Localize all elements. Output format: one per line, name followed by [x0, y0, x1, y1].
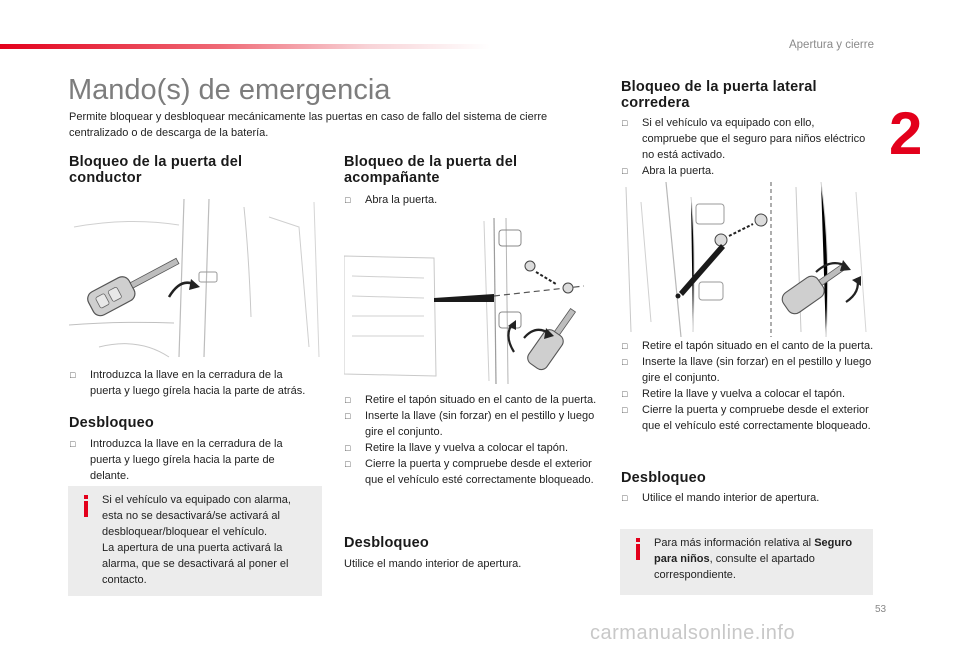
list-item: □ Introduzca la llave en la cerradura de la puerta y luego gírela hacia la parte de atrás.	[70, 369, 306, 397]
passenger-steps	[344, 392, 598, 488]
passenger-unlock-heading: Desbloqueo	[344, 535, 429, 551]
alarm-info-box	[68, 486, 322, 596]
driver-heading: Bloqueo de la puerta del conductor	[69, 154, 243, 186]
checkbox-bullet-icon: □	[622, 341, 628, 351]
info-i-icon	[634, 538, 642, 560]
checkbox-bullet-icon: □	[345, 411, 351, 421]
list-item: □ Retire la llave y vuelva a colocar el tapón.	[345, 442, 568, 454]
page-number: 53	[875, 604, 887, 615]
checkbox-bullet-icon: □	[622, 389, 628, 399]
driver-unlock-heading: Desbloqueo	[69, 415, 154, 431]
passenger-steps-top	[344, 192, 594, 208]
watermark: carmanualsonline.info	[590, 622, 796, 644]
section-label: Apertura y cierre	[788, 39, 874, 51]
sliding-steps-top	[621, 115, 871, 179]
list-item: □ Inserte la llave (sin forzar) en el pestillo y luego gire el conjunto.	[345, 410, 595, 438]
sliding-steps	[621, 338, 875, 434]
sliding-unlock-steps	[621, 490, 875, 506]
checkbox-bullet-icon: □	[622, 357, 628, 367]
child-lock-info-text: Para más información relativa al Seguro para niños, consulte el apartado correspondiente.	[654, 537, 853, 581]
checkbox-bullet-icon: □	[622, 118, 628, 128]
intro-text: Permite bloquear y desbloquear mecánicamente las puertas en caso de fallo del sistema de cierre centralizado o de descarga de la batería.	[69, 111, 548, 139]
checkbox-bullet-icon: □	[345, 459, 351, 469]
passenger-heading: Bloqueo de la puerta del acompañante	[344, 154, 518, 186]
checkbox-bullet-icon: □	[622, 166, 628, 176]
list-item: □ Retire la llave y vuelva a colocar el tapón.	[622, 388, 845, 400]
checkbox-bullet-icon: □	[345, 195, 351, 205]
checkbox-bullet-icon: □	[70, 370, 76, 380]
driver-unlock-steps	[69, 436, 309, 484]
checkbox-bullet-icon: □	[70, 439, 76, 449]
header-accent-bar	[0, 44, 490, 49]
list-item: □ Utilice el mando interior de apertura.	[622, 492, 820, 504]
list-item: □ Retire el tapón situado en el canto de la puerta.	[345, 394, 597, 406]
checkbox-bullet-icon: □	[345, 443, 351, 453]
list-item: □ Abra la puerta.	[622, 165, 715, 177]
list-item: □ Retire el tapón situado en el canto de la puerta.	[622, 340, 874, 352]
checkbox-bullet-icon: □	[622, 405, 628, 415]
child-lock-info-box	[620, 529, 873, 595]
sliding-door-plug-illustration	[621, 182, 873, 337]
list-item: □ Cierre la puerta y compruebe desde el exterior que el vehículo esté correctamente bloqueado.	[345, 458, 594, 486]
page-title: Mando(s) de emergencia	[68, 74, 391, 106]
passenger-door-plug-illustration	[344, 216, 596, 386]
driver-steps	[69, 367, 309, 399]
alarm-info-text: Si el vehículo va equipado con alarma, esta no se desactivará/se activará al desbloquear/bloquear el vehículo. La apertura de una puerta activará la alarma, que se desactivará al poner el contacto.	[102, 494, 291, 586]
sliding-unlock-heading: Desbloqueo	[621, 470, 706, 486]
sliding-heading: Bloqueo de la puerta lateral corredera	[621, 79, 817, 111]
checkbox-bullet-icon: □	[622, 493, 628, 503]
list-item: □ Cierre la puerta y compruebe desde el exterior que el vehículo esté correctamente bloqueado.	[622, 404, 871, 432]
list-item: □ Inserte la llave (sin forzar) en el pestillo y luego gire el conjunto.	[622, 356, 872, 384]
info-i-icon	[82, 495, 90, 517]
list-item: □ Abra la puerta.	[345, 194, 438, 206]
passenger-unlock-text: Utilice el mando interior de apertura.	[344, 558, 522, 570]
child-lock-link-text: Seguro para niños	[654, 537, 853, 565]
list-item: □ Introduzca la llave en la cerradura de la puerta y luego gírela hacia la parte de delante.	[70, 438, 283, 482]
chapter-number: 2	[889, 100, 923, 167]
driver-door-key-illustration	[69, 197, 321, 362]
list-item: □ Si el vehículo va equipado con ello, compruebe que el seguro para niños eléctrico no está activado.	[622, 117, 866, 161]
checkbox-bullet-icon: □	[345, 395, 351, 405]
